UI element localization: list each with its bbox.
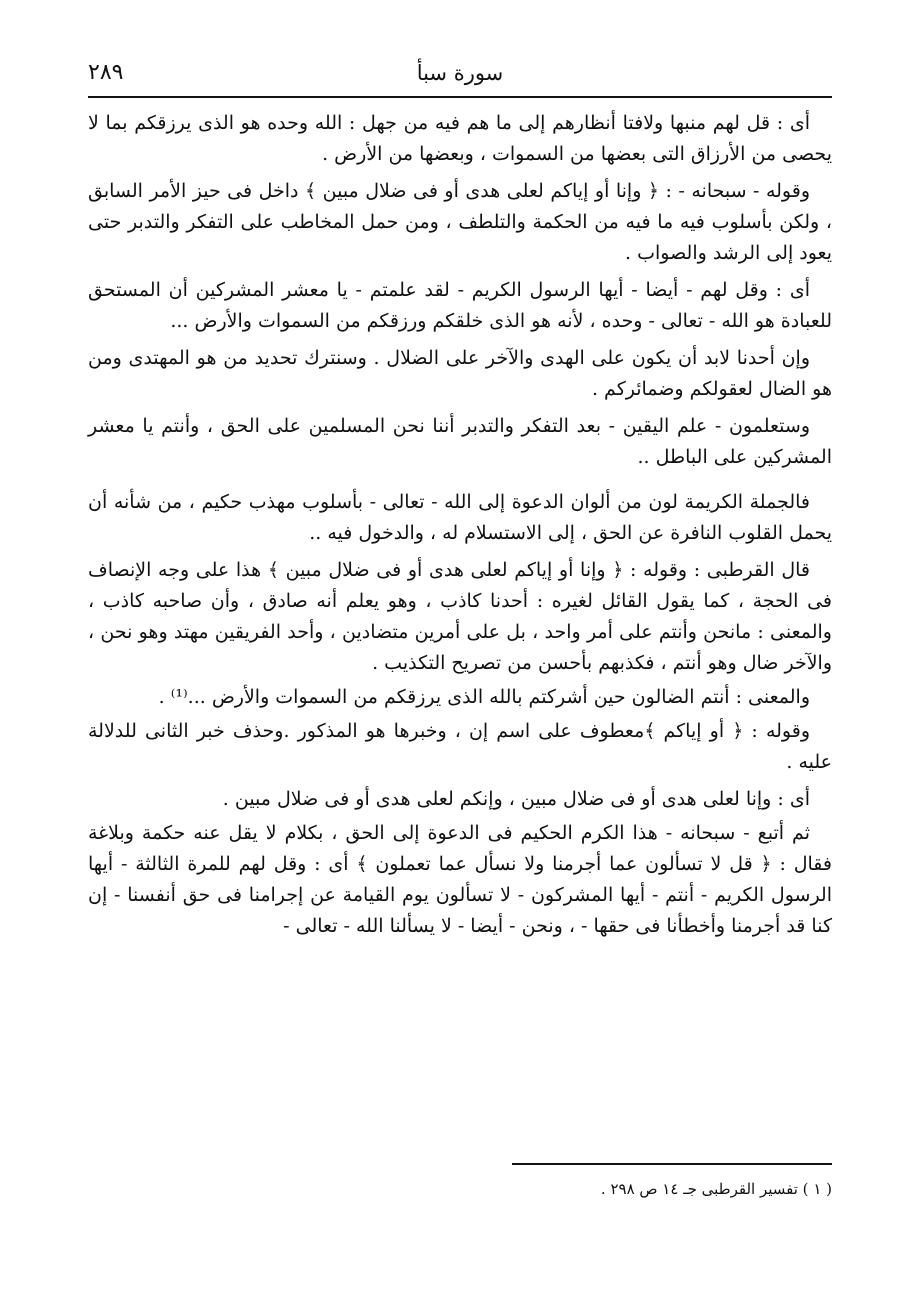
footnote-divider <box>512 1163 832 1165</box>
paragraph: وقوله - سبحانه - : ﴿ وإنا أو إياكم لعلى هدى أو فى ضلال مبين ﴾ داخل فى حيز الأمر السابق ، ولكن بأسلوب فيه ما فيه من الحكمة والتلطف ، ومن حمل المخاطب على التفكر والتدبر حتى يعود إلى الرشد والصواب . <box>88 180 832 264</box>
page-header <box>88 58 832 94</box>
page-number: ٢٨٩ <box>88 60 124 85</box>
header-divider <box>88 96 832 98</box>
paragraph: وستعلمون - علم اليقين - بعد التفكر والتدبر أننا نحن المسلمين على الحق ، وأنتم يا معشر المشركين على الباطل .. <box>88 415 832 468</box>
paragraph: أى : قل لهم منبها ولافتا أنظارهم إلى ما هم فيه من جهل : الله وحده هو الذى يرزقكم بما لا يحصى من الأرزاق التى بعضها من السموات ، وبعضها من الأرض . <box>88 112 832 165</box>
paragraph: والمعنى : أنتم الضالون حين أشركتم بالله الذى يرزقكم من السموات والأرض ...⁽¹⁾ . <box>158 686 810 708</box>
main-text <box>88 108 832 948</box>
paragraph: ثم أتبع - سبحانه - هذا الكرم الحكيم فى الدعوة إلى الحق ، بكلام لا يقل عنه حكمة وبلاغة فقال : ﴿ قل لا تسألون عما أجرمنا ولا نسأل عما تعملون ﴾ أى : وقل لهم للمرة الثالثة - أيها الرسول الكريم - أنتم - أيها المشركون - لا تسألون يوم القيامة عن إجرامنا فى حق أنفسنا - إن كنا قد أجرمنا وأخطأنا فى حقها - ، ونحن - أيضا - لا يسألنا الله - تعالى - <box>88 822 832 937</box>
paragraph: وإن أحدنا لابد أن يكون على الهدى والآخر على الضلال . وسنترك تحديد من هو المهتدى ومن هو الضال لعقولكم وضمائركم . <box>88 347 832 400</box>
paragraph: أى : وقل لهم - أيضا - أيها الرسول الكريم - لقد علمتم - يا معشر المشركين أن المستحق للعبادة هو الله - تعالى - وحده ، لأنه هو الذى خلقكم ورزقكم من السموات والأرض ... <box>88 279 832 332</box>
quoted-commentary: قال القرطبى : وقوله : ﴿ وإنا أو إياكم لعلى هدى أو فى ضلال مبين ﴾ هذا على وجه الإنصاف فى الحجة ، كما يقول القائل لغيره : أحدنا كاذب ، وهو يعلم أنه صادق ، وأن صاحبه كاذب ، والمعنى : مانحن وأنتم على أمر واحد ، بل على أمرين متضادين ، وأحد الفريقين مهتد وهو نحن ، والآخر ضال وهو أنتم ، فكذبهم بأحسن من تصريح التكذيب . <box>88 559 832 674</box>
running-title: سورة سبأ <box>416 61 504 85</box>
paragraph: فالجملة الكريمة لون من ألوان الدعوة إلى الله - تعالى - بأسلوب مهذب حكيم ، من شأنه أن يحمل القلوب النافرة عن الحق ، إلى الاستسلام له ، والدخول فيه .. <box>88 491 832 544</box>
paragraph: أى : وإنا لعلى هدى أو فى ضلال مبين ، وإنكم لعلى هدى أو فى ضلال مبين . <box>222 788 810 810</box>
footnote: ( ١ ) تفسير القرطبى جـ ١٤ ص ٢٩٨ . <box>600 1180 832 1198</box>
paragraph: وقوله : ﴿ أو إياكم ﴾معطوف على اسم إن ، وخبرها هو المذكور .وحذف خبر الثانى للدلالة عليه . <box>88 720 832 773</box>
